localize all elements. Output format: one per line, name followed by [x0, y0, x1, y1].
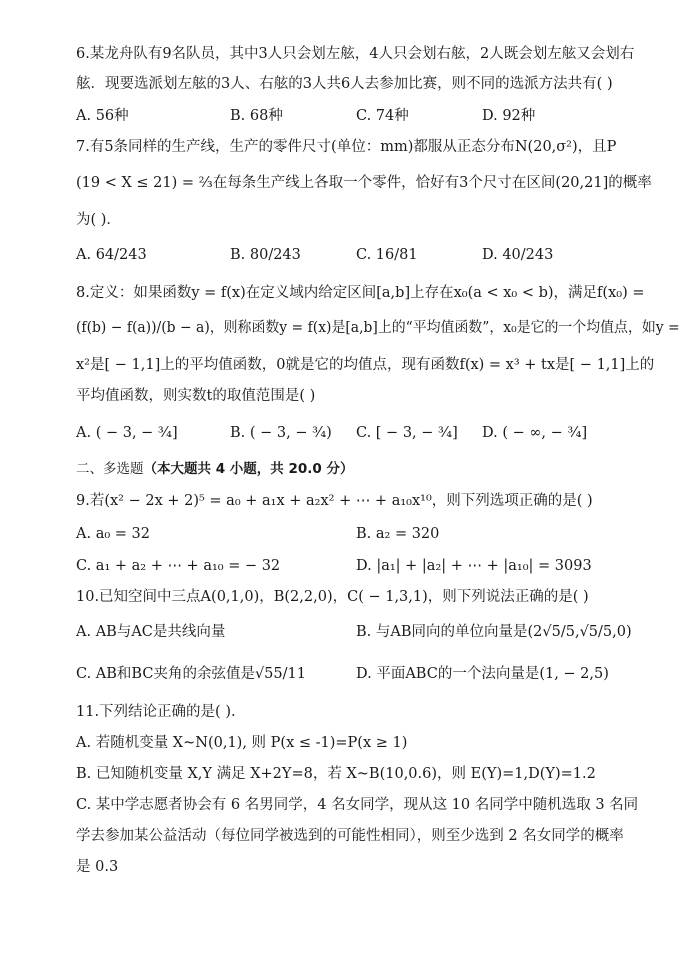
q11-option-a: A. 若随机变量 X~N(0,1), 则 P(x ≤ -1)=P(x ≥ 1) — [76, 735, 408, 751]
q7-option-b: B. 80/243 — [230, 247, 301, 263]
q7-stem-line2: (19 < X ≤ 21) = ²⁄₃在每条生产线上各取一个零件，恰好有3个尺寸在区间(20,21]的概率 — [76, 175, 652, 191]
section-heading — [76, 459, 354, 479]
q6-stem-line2: 舷．现要选派划左舷的3人、右舷的3人共6人去参加比赛，则不同的选派方法共有( ) — [76, 76, 613, 92]
q6-option-b: B. 68种 — [230, 108, 283, 124]
q8-stem-line3: x²是[ − 1,1]上的平均值函数，0就是它的均值点，现有函数f(x) = x³ + tx是[ − 1,1]上的 — [76, 357, 655, 373]
q9-option-b: B. a₂ = 320 — [356, 526, 440, 542]
q7-option-d: D. 40/243 — [482, 247, 554, 263]
section-heading-detail: （本大题共 4 小题，共 20.0 分） — [143, 461, 354, 477]
q9-option-c: C. a₁ + a₂ + ⋯ + a₁₀ = − 32 — [76, 558, 281, 574]
q6-stem-line1: 6.某龙舟队有9名队员，其中3人只会划左舷，4人只会划右舷，2人既会划左舷又会划右 — [76, 46, 635, 62]
q10-option-b: B. 与AB同向的单位向量是(2√5/5,√5/5,0) — [356, 624, 632, 640]
q8-stem-line4: 平均值函数，则实数t的取值范围是( ) — [76, 388, 316, 404]
q11-option-c-line3: 是 0.3 — [76, 859, 119, 875]
q9-stem-line1: 9.若(x² − 2x + 2)⁵ = a₀ + a₁x + a₂x² + ⋯ + a₁₀x¹⁰，则下列选项正确的是( ) — [76, 493, 593, 509]
q10-stem-line1: 10.已知空间中三点A(0,1,0)，B(2,2,0)，C( − 1,3,1)，则下列说法正确的是( ) — [76, 589, 589, 605]
q11-option-c-line2: 学去参加某公益活动（每位同学被选到的可能性相同），则至少选到 2 名女同学的概率 — [76, 828, 624, 844]
q10-option-d: D. 平面ABC的一个法向量是(1, − 2,5) — [356, 666, 609, 682]
q10-option-a: A. AB与AC是共线向量 — [76, 624, 226, 640]
q8-option-b: B. ( − 3, − ³⁄₄) — [230, 425, 332, 441]
q7-option-c: C. 16/81 — [356, 247, 418, 263]
q7-stem-line1: 7.有5条同样的生产线，生产的零件尺寸(单位：mm)都服从正态分布N(20,σ²)，且P — [76, 139, 617, 155]
q8-option-d: D. ( − ∞, − ³⁄₄] — [482, 425, 588, 441]
q11-stem-line1: 11.下列结论正确的是( ). — [76, 704, 236, 720]
q9-option-a: A. a₀ = 32 — [76, 526, 150, 542]
q7-stem-line3: 为( )． — [76, 212, 121, 228]
q10-option-c: C. AB和BC夹角的余弦值是√55/11 — [76, 666, 306, 682]
q11-option-b: B. 已知随机变量 X,Y 满足 X+2Y=8，若 X~B(10,0.6)，则 E(Y)=1,D(Y)=1.2 — [76, 766, 596, 782]
q11-option-c-line1: C. 某中学志愿者协会有 6 名男同学，4 名女同学，现从这 10 名同学中随机选取 3 名同 — [76, 797, 639, 813]
q9-option-d: D. |a₁| + |a₂| + ⋯ + |a₁₀| = 3093 — [356, 558, 592, 574]
q6-option-c: C. 74种 — [356, 108, 409, 124]
q6-option-a: A. 56种 — [76, 108, 129, 124]
q6-option-d: D. 92种 — [482, 108, 536, 124]
q7-option-a: A. 64/243 — [76, 247, 147, 263]
q8-stem-line1: 8.定义：如果函数y = f(x)在定义域内给定区间[a,b]上存在x₀(a < x₀ < b)，满足f(x₀) = — [76, 285, 645, 301]
q8-option-c: C. [ − 3, − ³⁄₄] — [356, 425, 458, 441]
q8-option-a: A. ( − 3, − ³⁄₄] — [76, 425, 178, 441]
q8-stem-line2: (f(b) − f(a))/(b − a)，则称函数y = f(x)是[a,b]上的“平均值函数”，x₀是它的一个均值点，如y = — [76, 320, 680, 336]
section-heading-prefix: 二、多选题 — [76, 461, 144, 477]
